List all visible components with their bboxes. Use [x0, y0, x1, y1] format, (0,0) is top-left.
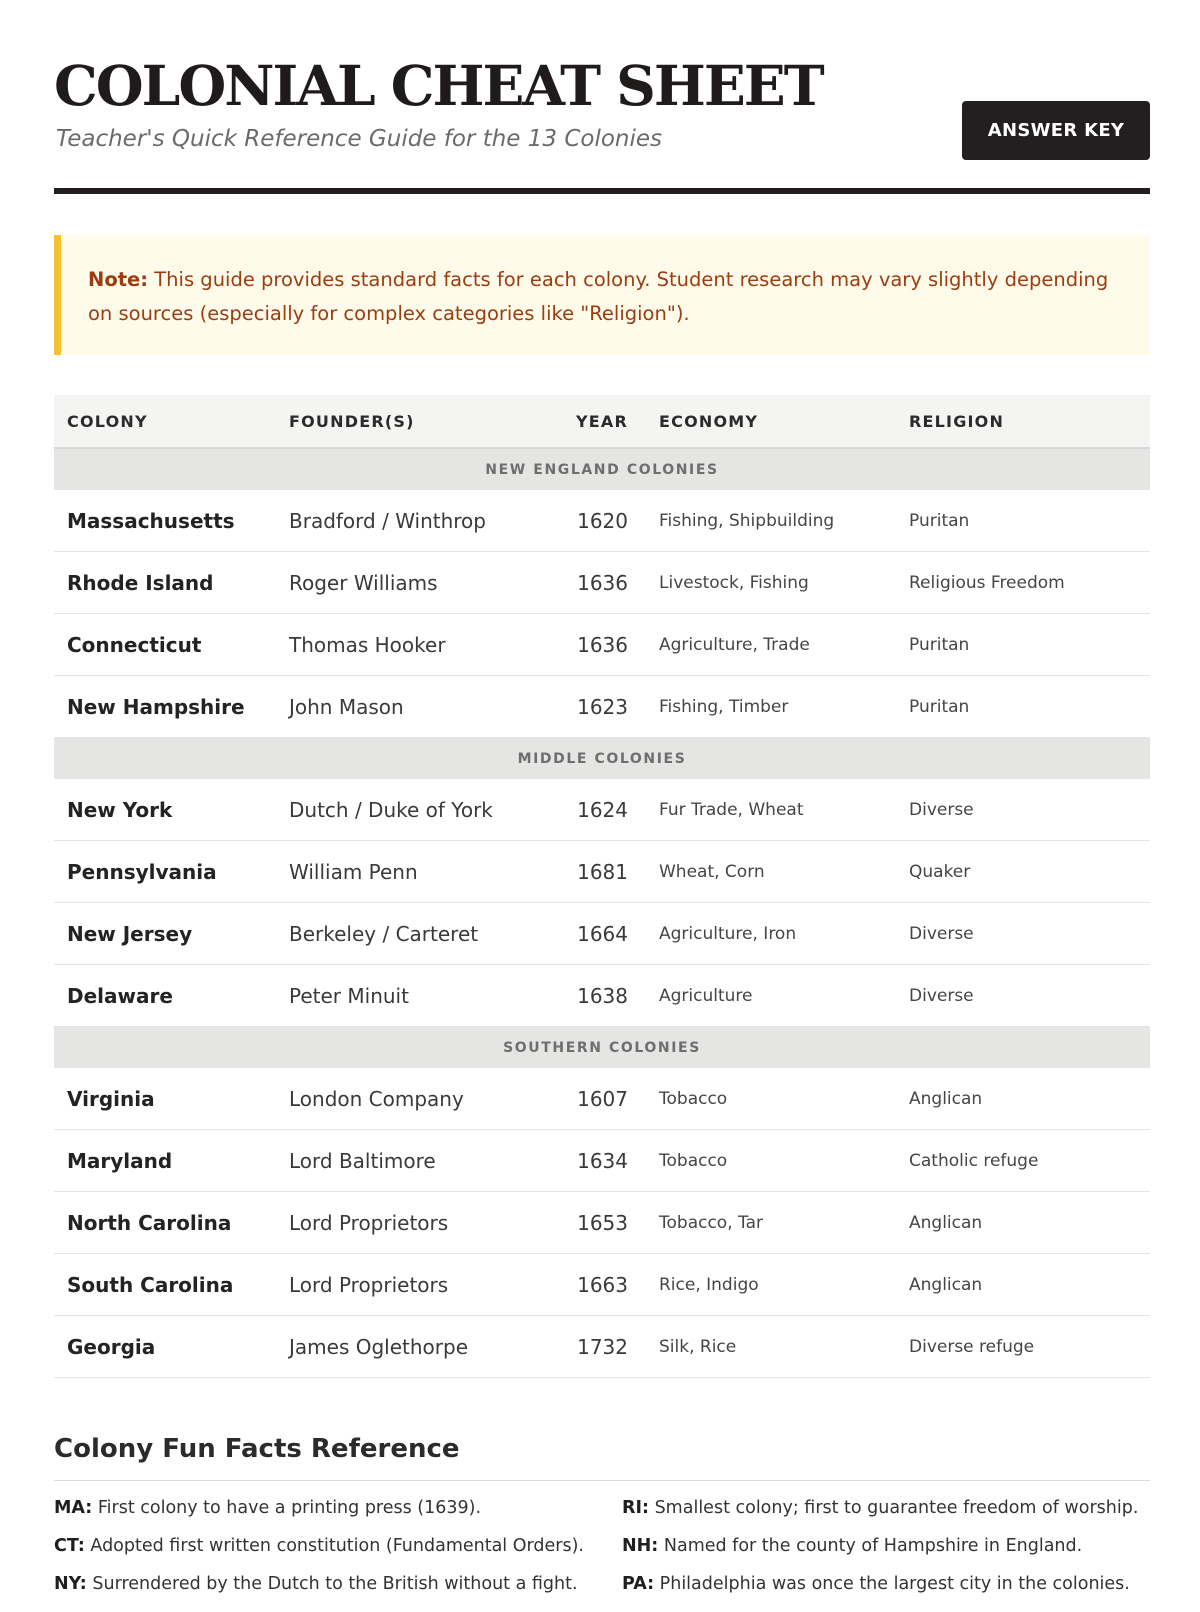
page-subtitle: Teacher's Quick Reference Guide for the 13 Colonies [56, 126, 663, 152]
page-title: COLONIAL CHEAT SHEET [54, 53, 823, 118]
colony-economy: Fishing, Timber [646, 676, 896, 738]
colony-year: 1653 [548, 1192, 646, 1254]
colony-founder: London Company [276, 1068, 548, 1130]
colony-founder: John Mason [276, 676, 548, 738]
colony-year: 1624 [548, 779, 646, 841]
fun-facts-title: Colony Fun Facts Reference [54, 1434, 460, 1464]
colony-year: 1732 [548, 1316, 646, 1378]
colony-founder: Lord Proprietors [276, 1192, 548, 1254]
fun-fact-item [54, 1536, 622, 1574]
colony-year: 1620 [548, 490, 646, 552]
region-label: NEW ENGLAND COLONIES [54, 448, 1150, 490]
fun-fact-item [54, 1574, 622, 1612]
colony-year: 1663 [548, 1254, 646, 1316]
colony-founder: William Penn [276, 841, 548, 903]
region-row-middle [54, 738, 1150, 780]
colony-religion: Puritan [896, 676, 1150, 738]
fact-text: First colony to have a printing press (1639). [97, 1498, 482, 1518]
colony-economy: Fishing, Shipbuilding [646, 490, 896, 552]
colony-founder: Berkeley / Carteret [276, 903, 548, 965]
note-callout [54, 235, 1150, 355]
colony-founder: Roger Williams [276, 552, 548, 614]
region-row-new-england [54, 448, 1150, 490]
colony-economy: Agriculture [646, 965, 896, 1027]
colony-religion: Diverse [896, 965, 1150, 1027]
colony-name: South Carolina [54, 1254, 276, 1316]
colony-founder: Bradford / Winthrop [276, 490, 548, 552]
fact-abbr: PA: [622, 1574, 655, 1594]
table-row [54, 490, 1150, 552]
colony-religion: Anglican [896, 1068, 1150, 1130]
colony-religion: Diverse refuge [896, 1316, 1150, 1378]
colony-religion: Quaker [896, 841, 1150, 903]
colony-name: Delaware [54, 965, 276, 1027]
header-colony: COLONY [54, 395, 276, 448]
table-row [54, 779, 1150, 841]
table-row [54, 1316, 1150, 1378]
table-header-row [54, 395, 1150, 448]
fun-facts-divider [54, 1480, 1150, 1481]
cheat-sheet-page [54, 0, 1150, 1594]
colony-religion: Puritan [896, 614, 1150, 676]
colony-name: Pennsylvania [54, 841, 276, 903]
fact-text: Smallest colony; first to guarantee freedom of worship. [654, 1498, 1139, 1518]
fun-fact-item [622, 1536, 1150, 1574]
colony-year: 1634 [548, 1130, 646, 1192]
region-label: MIDDLE COLONIES [54, 738, 1150, 780]
note-text: This guide provides standard facts for each colony. Student research may vary slightly depending on sources (especially for complex categories like "Religion"). [88, 268, 1109, 325]
colony-year: 1607 [548, 1068, 646, 1130]
table-row [54, 965, 1150, 1027]
colony-religion: Anglican [896, 1254, 1150, 1316]
note-label: Note: [88, 268, 149, 291]
colony-economy: Agriculture, Trade [646, 614, 896, 676]
colony-name: North Carolina [54, 1192, 276, 1254]
colony-religion: Diverse [896, 779, 1150, 841]
colony-founder: James Oglethorpe [276, 1316, 548, 1378]
colony-economy: Silk, Rice [646, 1316, 896, 1378]
table-row [54, 1254, 1150, 1316]
fact-abbr: MA: [54, 1498, 93, 1518]
table-row [54, 676, 1150, 738]
answer-key-button[interactable]: ANSWER KEY [962, 101, 1150, 160]
fact-text: Named for the county of Hampshire in England. [663, 1536, 1083, 1556]
colony-founder: Thomas Hooker [276, 614, 548, 676]
table-row [54, 841, 1150, 903]
table-row [54, 614, 1150, 676]
fact-abbr: NH: [622, 1536, 659, 1556]
fact-abbr: RI: [622, 1498, 649, 1518]
fact-text: Adopted first written constitution (Fundamental Orders). [90, 1536, 584, 1556]
colony-name: New Hampshire [54, 676, 276, 738]
region-row-southern [54, 1027, 1150, 1069]
fun-fact-item [622, 1498, 1150, 1536]
colony-name: Virginia [54, 1068, 276, 1130]
table-row [54, 1192, 1150, 1254]
fact-abbr: CT: [54, 1536, 85, 1556]
colony-name: Massachusetts [54, 490, 276, 552]
colony-name: Connecticut [54, 614, 276, 676]
colony-religion: Diverse [896, 903, 1150, 965]
colony-founder: Lord Baltimore [276, 1130, 548, 1192]
colony-name: Maryland [54, 1130, 276, 1192]
colony-religion: Religious Freedom [896, 552, 1150, 614]
table-row [54, 1130, 1150, 1192]
colony-religion: Anglican [896, 1192, 1150, 1254]
colony-economy: Tobacco [646, 1068, 896, 1130]
page-header [54, 0, 1150, 194]
colony-name: Rhode Island [54, 552, 276, 614]
colony-year: 1664 [548, 903, 646, 965]
colony-year: 1638 [548, 965, 646, 1027]
colony-founder: Dutch / Duke of York [276, 779, 548, 841]
colony-founder: Lord Proprietors [276, 1254, 548, 1316]
colony-year: 1636 [548, 614, 646, 676]
header-religion: RELIGION [896, 395, 1150, 448]
colony-economy: Wheat, Corn [646, 841, 896, 903]
table-row [54, 1068, 1150, 1130]
fact-abbr: NY: [54, 1574, 87, 1594]
colony-year: 1623 [548, 676, 646, 738]
colony-economy: Agriculture, Iron [646, 903, 896, 965]
colony-economy: Rice, Indigo [646, 1254, 896, 1316]
fun-facts-list [54, 1498, 1150, 1612]
header-founders: FOUNDER(S) [276, 395, 548, 448]
header-year: YEAR [548, 395, 646, 448]
fact-text: Philadelphia was once the largest city in the colonies. [659, 1574, 1130, 1594]
colony-economy: Tobacco [646, 1130, 896, 1192]
colony-year: 1681 [548, 841, 646, 903]
fun-fact-item [54, 1498, 622, 1536]
colony-name: Georgia [54, 1316, 276, 1378]
colony-name: New Jersey [54, 903, 276, 965]
colony-economy: Livestock, Fishing [646, 552, 896, 614]
colony-founder: Peter Minuit [276, 965, 548, 1027]
fun-fact-item [622, 1574, 1150, 1612]
header-economy: ECONOMY [646, 395, 896, 448]
colony-economy: Tobacco, Tar [646, 1192, 896, 1254]
colonies-table [54, 395, 1150, 1378]
fact-text: Surrendered by the Dutch to the British without a fight. [92, 1574, 578, 1594]
colony-religion: Puritan [896, 490, 1150, 552]
colony-religion: Catholic refuge [896, 1130, 1150, 1192]
region-label: SOUTHERN COLONIES [54, 1027, 1150, 1069]
colony-year: 1636 [548, 552, 646, 614]
colony-name: New York [54, 779, 276, 841]
table-row [54, 903, 1150, 965]
colony-economy: Fur Trade, Wheat [646, 779, 896, 841]
table-row [54, 552, 1150, 614]
